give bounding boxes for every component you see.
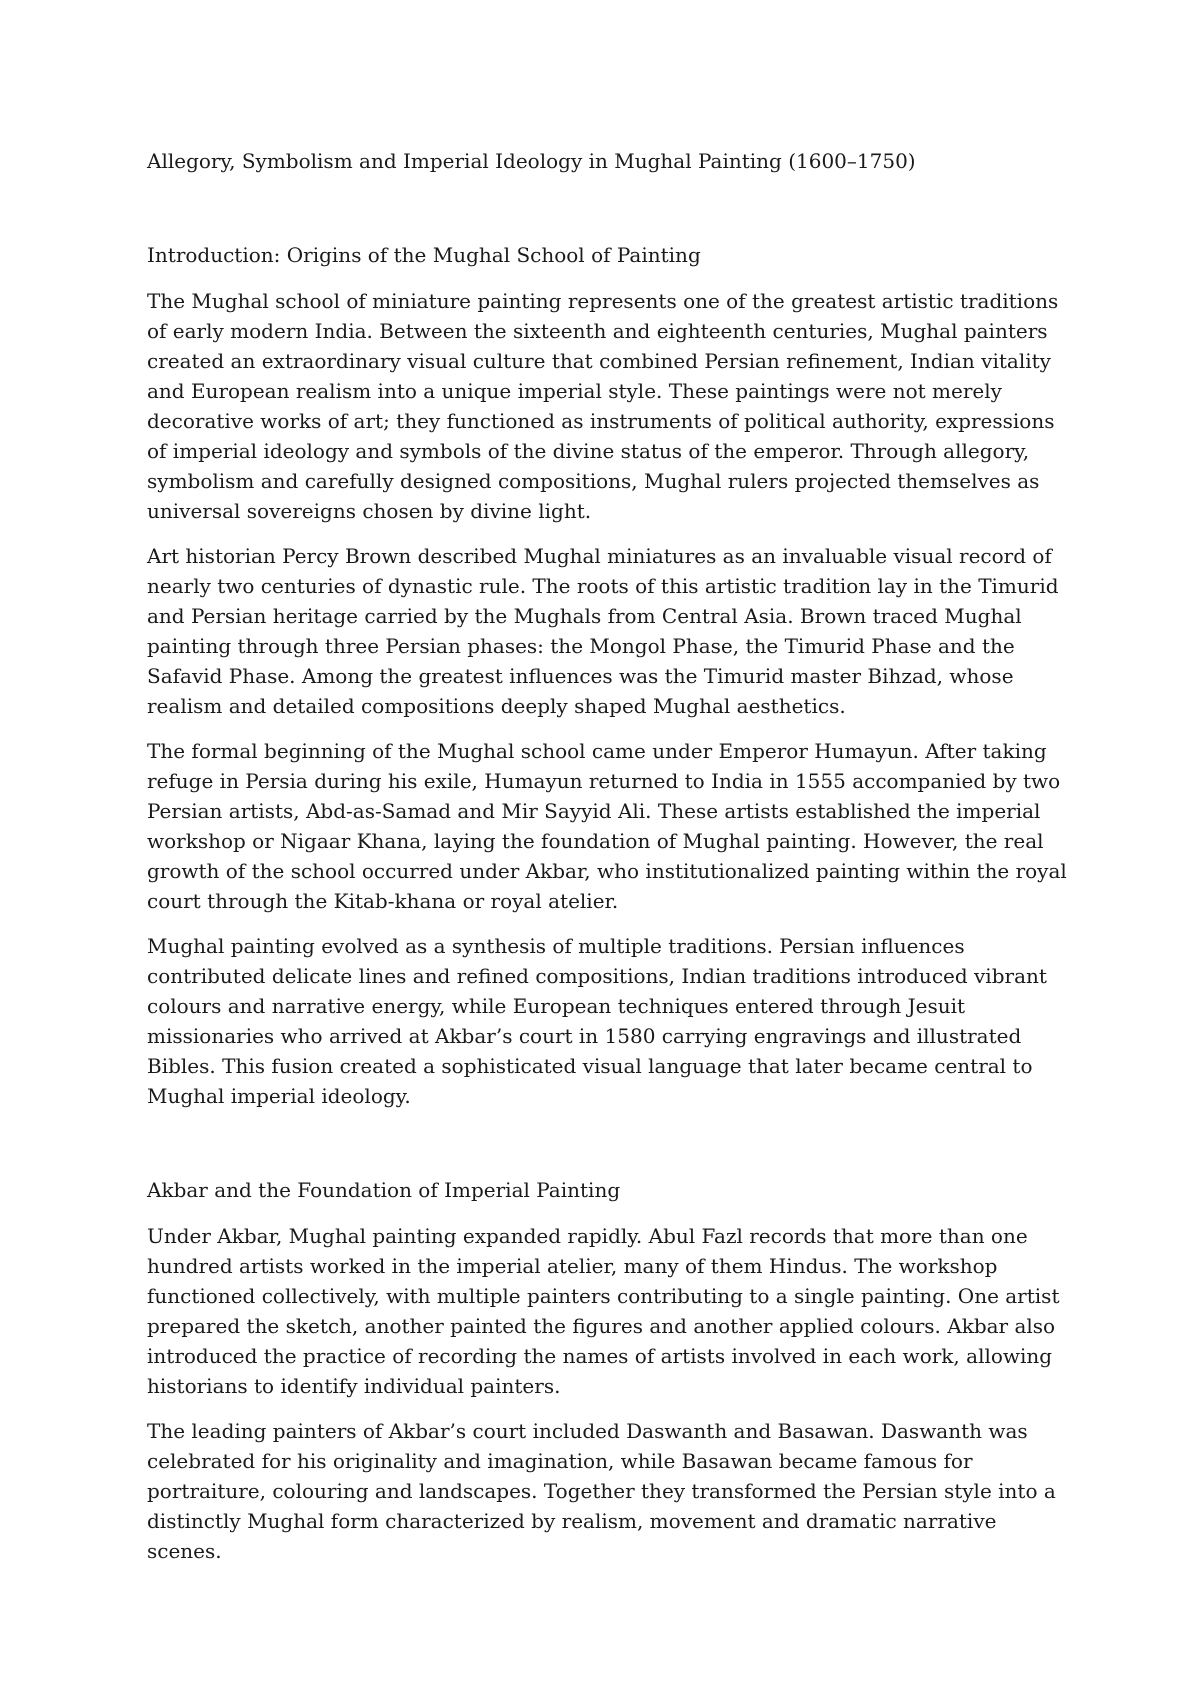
paragraph: The Mughal school of miniature painting represents one of the greatest artistic traditions of early modern India. Between the sixteenth and eighteenth centuries, Mughal painters created an extraordinary visual culture that combined Persian refinement, Indian vitality and European realism into a unique imperial style. These paintings were not merely decorative works of art; they functioned as instruments of political authority, expressions of imperial ideology and symbols of the divine status of the emperor. Through allegory, symbolism and carefully designed compositions, Mughal rulers projected themselves as universal sovereigns chosen by divine light.: [147, 289, 1059, 523]
paragraph: Mughal painting evolved as a synthesis of multiple traditions. Persian influences contributed delicate lines and refined compositions, Indian traditions introduced vibrant colours and narrative energy, while European techniques entered through Jesuit missionaries who arrived at Akbar’s court in 1580 carrying engravings and illustrated Bibles. This fusion created a sophisticated visual language that later became central to Mughal imperial ideology.: [147, 934, 1047, 1108]
paragraph: The formal beginning of the Mughal school came under Emperor Humayun. After taking refuge in Persia during his exile, Humayun returned to India in 1555 accompanied by two Persian artists, Abd-as-Samad and Mir Sayyid Ali. These artists established the imperial workshop or Nigaar Khana, laying the foundation of Mughal painting. However, the real growth of the school occurred under Akbar, who institutionalized painting within the royal court through the Kitab-khana or royal atelier.: [147, 739, 1067, 913]
document-title: Allegory, Symbolism and Imperial Ideology in Mughal Painting (1600–1750): [147, 149, 916, 173]
paragraph: Art historian Percy Brown described Mughal miniatures as an invaluable visual record of nearly two centuries of dynastic rule. The roots of this artistic tradition lay in the Timurid and Persian heritage carried by the Mughals from Central Asia. Brown traced Mughal painting through three Persian phases: the Mongol Phase, the Timurid Phase and the Safavid Phase. Among the greatest influences was the Timurid master Bihzad, whose realism and detailed compositions deeply shaped Mughal aesthetics.: [147, 544, 1059, 718]
section-heading-introduction: Introduction: Origins of the Mughal School of Painting: [147, 243, 701, 267]
paragraph: Under Akbar, Mughal painting expanded rapidly. Abul Fazl records that more than one hundred artists worked in the imperial atelier, many of them Hindus. The workshop functioned collectively, with multiple painters contributing to a single painting. One artist prepared the sketch, another painted the figures and another applied colours. Akbar also introduced the practice of recording the names of artists involved in each work, allowing historians to identify individual painters.: [147, 1224, 1060, 1398]
section-heading-akbar: Akbar and the Foundation of Imperial Painting: [147, 1178, 621, 1202]
paragraph: The leading painters of Akbar’s court included Daswanth and Basawan. Daswanth was celebrated for his originality and imagination, while Basawan became famous for portraiture, colouring and landscapes. Together they transformed the Persian style into a distinctly Mughal form characterized by realism, movement and dramatic narrative scenes.: [147, 1419, 1056, 1563]
document-body: [147, 146, 1067, 1566]
